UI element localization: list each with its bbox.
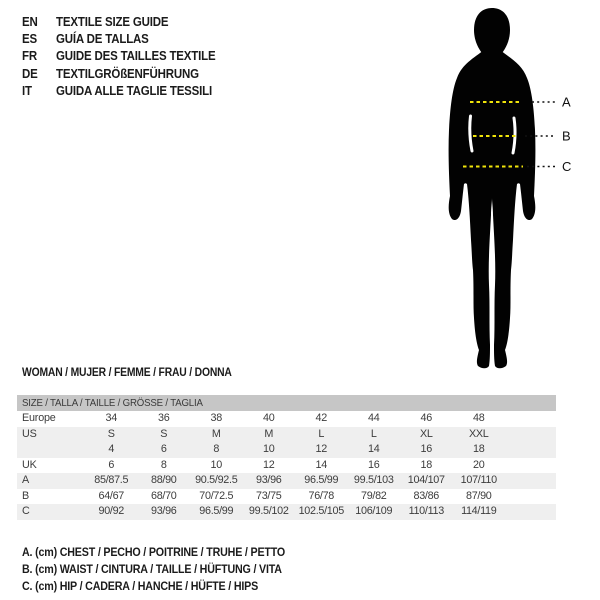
value-cell: 20 <box>473 458 485 471</box>
value-cell: XXL <box>468 427 489 440</box>
value-cell: S <box>160 427 168 440</box>
value-cell: 76/78 <box>308 489 335 502</box>
value-cell: 6 <box>160 443 167 455</box>
value-cell: 46 <box>420 412 432 424</box>
value-cell: L <box>318 427 325 440</box>
value-cell: 36 <box>158 412 170 424</box>
value-cell: 102.5/105 <box>298 505 344 517</box>
language-code: EN <box>22 14 38 29</box>
table-group-title: WOMAN / MUJER / FEMME / FRAU / DONNA <box>22 367 232 379</box>
value-cell: 99.5/102 <box>248 505 289 517</box>
size-table-header <box>17 395 556 411</box>
value-cell: 93/96 <box>150 505 177 517</box>
value-cell: 85/87.5 <box>94 474 129 486</box>
language-code: ES <box>22 32 37 47</box>
row-label-cell: C <box>22 505 30 517</box>
language-code: FR <box>22 49 37 64</box>
value-cell: 73/75 <box>255 489 282 502</box>
measurement-legend <box>22 545 285 595</box>
value-cell: 18 <box>420 458 432 471</box>
value-cell: 96.5/99 <box>304 474 339 486</box>
table-row <box>17 473 556 489</box>
value-cell: 16 <box>420 443 432 455</box>
value-cell: 64/67 <box>98 489 125 502</box>
value-cell: L <box>370 427 377 440</box>
woman-silhouette-figure <box>410 0 590 380</box>
table-row <box>17 442 556 458</box>
marker-letter-c: C <box>562 159 572 174</box>
value-cell: 48 <box>473 412 485 424</box>
value-cell: 12 <box>315 443 327 455</box>
value-cell: 83/86 <box>413 489 440 502</box>
language-row <box>22 65 215 82</box>
size-table-body <box>17 411 556 520</box>
value-cell: 4 <box>108 443 115 455</box>
table-row <box>17 427 556 443</box>
row-label-cell: Europe <box>22 412 56 424</box>
value-cell: 110/113 <box>408 505 444 517</box>
language-label: GUIDE DES TAILLES TEXTILE <box>56 49 216 64</box>
value-cell: M <box>211 427 221 440</box>
value-cell: 8 <box>213 443 220 455</box>
value-cell: 10 <box>210 458 222 471</box>
value-cell: 12 <box>263 458 275 471</box>
woman-silhouette <box>449 8 536 368</box>
value-cell: M <box>264 427 274 440</box>
value-cell: 70/72.5 <box>199 489 234 502</box>
value-cell: 96.5/99 <box>199 505 234 517</box>
value-cell: 34 <box>105 412 117 424</box>
value-cell: 16 <box>368 458 380 471</box>
value-cell: 44 <box>368 412 380 424</box>
row-label-cell: UK <box>22 458 37 471</box>
table-row <box>17 458 556 474</box>
language-list <box>22 13 215 100</box>
value-cell: 10 <box>263 443 275 455</box>
value-cell: 88/90 <box>150 474 177 486</box>
row-label-cell: A <box>22 474 30 486</box>
value-cell: 68/70 <box>150 489 177 502</box>
value-cell: 38 <box>210 412 222 424</box>
value-cell: S <box>107 427 115 440</box>
value-cell: XL <box>419 427 433 440</box>
legend-line: B. (cm) WAIST / CINTURA / TAILLE / HÜFTUNG / VITA <box>22 563 282 576</box>
marker-letter-b: B <box>562 128 571 144</box>
marker-letter-a: A <box>562 94 571 110</box>
value-cell: 114/119 <box>461 505 497 517</box>
value-cell: 8 <box>160 458 167 471</box>
value-cell: 40 <box>263 412 275 424</box>
language-row <box>22 48 215 65</box>
value-cell: 93/96 <box>255 474 282 486</box>
value-cell: 42 <box>315 412 327 424</box>
table-row <box>17 411 556 427</box>
legend-line: C. (cm) HIP / CADERA / HANCHE / HÜFTE / HIPS <box>22 580 259 593</box>
value-cell: 90/92 <box>98 505 125 517</box>
value-cell: 107/110 <box>460 474 497 486</box>
value-cell: 99.5/103 <box>353 474 394 486</box>
value-cell: 106/109 <box>355 505 393 517</box>
language-row <box>22 30 215 47</box>
value-cell: 87/90 <box>465 489 492 502</box>
value-cell: 18 <box>473 443 485 455</box>
language-code: DE <box>22 66 38 81</box>
value-cell: 79/82 <box>360 489 387 502</box>
size-table-header-label: SIZE / TALLA / TAILLE / GRÖSSE / TAGLIA <box>22 397 203 409</box>
value-cell: 6 <box>108 458 115 471</box>
value-cell: 104/107 <box>407 474 445 486</box>
language-label: GUIDA ALLE TAGLIE TESSILI <box>56 84 213 99</box>
table-row <box>17 504 556 520</box>
legend-line: A. (cm) CHEST / PECHO / POITRINE / TRUHE / PETTO <box>22 547 286 559</box>
language-row <box>22 83 215 100</box>
language-row <box>22 13 215 30</box>
value-cell: 14 <box>368 443 380 455</box>
language-code: IT <box>22 84 32 99</box>
size-table <box>17 395 556 520</box>
value-cell: 14 <box>315 458 327 471</box>
value-cell: 90.5/92.5 <box>195 474 238 486</box>
row-label-cell: US <box>22 427 37 440</box>
table-row <box>17 489 556 505</box>
row-label-cell: B <box>22 489 30 502</box>
language-label: GUÍA DE TALLAS <box>56 32 149 47</box>
language-label: TEXTILGRÖßENFÜHRUNG <box>56 66 199 81</box>
language-label: TEXTILE SIZE GUIDE <box>56 14 169 29</box>
